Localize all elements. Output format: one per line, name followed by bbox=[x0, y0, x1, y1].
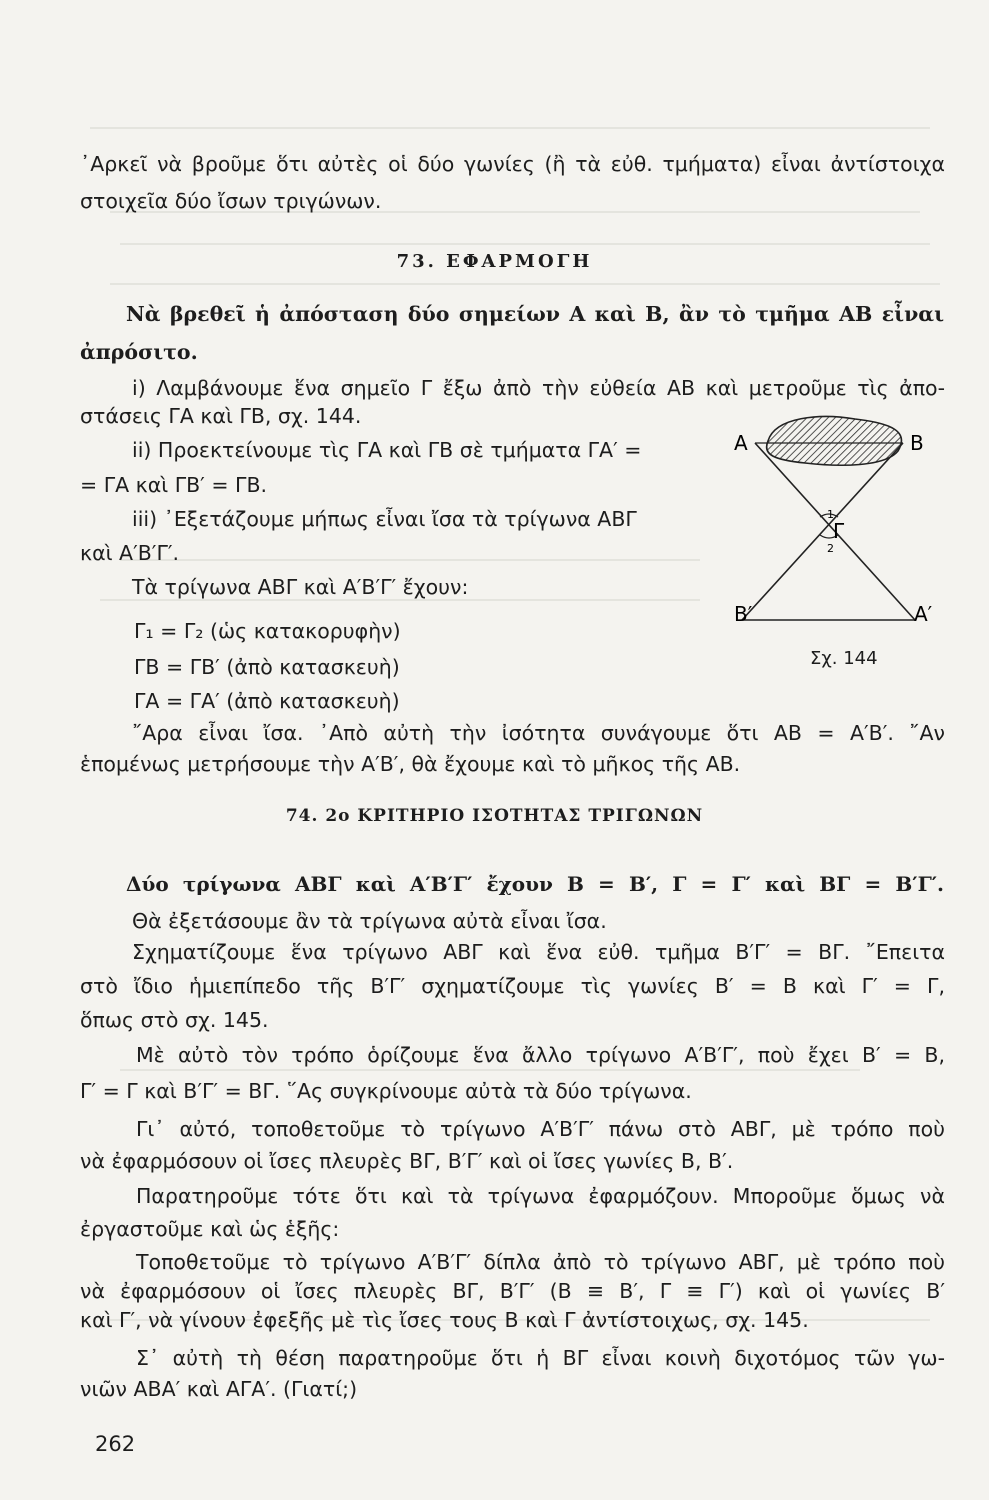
text-line: ἐργαστοῦμε καὶ ὡς ἑξῆς: bbox=[80, 1217, 340, 1241]
text-line: ὅπως στὸ σχ. 145. bbox=[80, 1008, 269, 1032]
step-3: iii) ᾿Εξετάζουμε μήπως εἶναι ἴσα τὰ τρίγωνα ΑΒΓ bbox=[132, 507, 637, 531]
text-line: Σχηματίζουμε ἕνα τρίγωνο ΑΒΓ καὶ ἕνα εὐθ. τμῆμα Β′Γ′ = ΒΓ. ῎Επειτα bbox=[132, 940, 945, 964]
label-Ap: Α′ bbox=[914, 602, 933, 626]
section-heading-73: 73. ΕΦΑΡΜΟΓΗ bbox=[396, 251, 593, 272]
text-line: νιῶν ΑΒΑ′ καὶ ΑΓΑ′. (Γιατί;) bbox=[80, 1377, 358, 1401]
figure-144 bbox=[720, 405, 945, 675]
label-angle-1: 1 bbox=[827, 508, 834, 521]
section-heading-74: 74. 2ο ΚΡΙΤΗΡΙΟ ΙΣΟΤΗΤΑΣ ΤΡΙΓΩΝΩΝ bbox=[285, 806, 704, 826]
text-line: ᾿Αρκεῖ νὰ βροῦμε ὅτι αὐτὲς οἱ δύο γωνίες (ἢ τὰ εὐθ. τμήματα) εἶναι ἀντίστοιχα bbox=[80, 152, 945, 176]
step-3-cont: καὶ Α′Β′Γ′. bbox=[80, 541, 180, 565]
text-line: στὸ ἴδιο ἡμιεπίπεδο τῆς Β′Γ′ σχηματίζουμε τὶς γωνίες Β′ = Β καὶ Γ′ = Γ, bbox=[80, 974, 945, 998]
text-line: Τοποθετοῦμε τὸ τρίγωνο Α′Β′Γ′ δίπλα ἀπὸ τὸ τρίγωνο ΑΒΓ, μὲ τρόπο ποὺ bbox=[136, 1250, 945, 1274]
figure-caption: Σχ. 144 bbox=[810, 648, 878, 669]
text-line: καὶ Γ′, νὰ γίνουν ἐφεξῆς μὲ τὶς ἴσες τους Β καὶ Γ ἀντίστοιχως, σχ. 145. bbox=[80, 1308, 809, 1332]
case-angle: Γ₁ = Γ₂ (ὡς κατακορυφὴν) bbox=[134, 619, 401, 643]
label-angle-2: 2 bbox=[827, 542, 834, 555]
line-B-Bp bbox=[742, 443, 903, 620]
text-line: Θὰ ἐξετάσουμε ἂν τὰ τρίγωνα αὐτὰ εἶναι ἴσα. bbox=[132, 909, 607, 933]
label-B: Β bbox=[910, 431, 924, 455]
label-A: Α bbox=[734, 431, 748, 455]
text-line: νὰ ἐφαρμόσουν οἱ ἴσες πλευρὲς ΒΓ, Β′Γ′ καὶ οἱ ἴσες γωνίες Β, Β′. bbox=[80, 1149, 734, 1173]
text-line: Γ′ = Γ καὶ Β′Γ′ = ΒΓ. ῞Ας συγκρίνουμε αὐτὰ τὰ δύο τρίγωνα. bbox=[80, 1079, 692, 1103]
case-side-a: ΓΑ = ΓΑ′ (ἀπὸ κατασκευὴ) bbox=[134, 689, 400, 713]
text-line: Γι᾿ αὐτό, τοποθετοῦμε τὸ τρίγωνο Α′Β′Γ′ πάνω στὸ ΑΒΓ, μὲ τρόπο ποὺ bbox=[136, 1117, 945, 1141]
theorem-statement: Δύο τρίγωνα ΑΒΓ καὶ Α′Β′Γ′ ἔχουν Β = Β′, Γ = Γ′ καὶ ΒΓ = Β′Γ′. bbox=[126, 872, 944, 896]
step-1-cont: στάσεις ΓΑ καὶ ΓΒ, σχ. 144. bbox=[80, 404, 362, 428]
problem-statement: Νὰ βρεθεῖ ἡ ἀπόσταση δύο σημείων Α καὶ Β, ἂν τὸ τμῆμα ΑΒ εἶναι bbox=[126, 302, 944, 326]
conclusion-line-cont: ἑπομένως μετρήσουμε τὴν Α′Β′, θὰ ἔχουμε καὶ τὸ μῆκος τῆς ΑΒ. bbox=[80, 752, 741, 776]
step-2-cont: = ΓΑ καὶ ΓΒ′ = ΓΒ. bbox=[80, 473, 268, 497]
obstacle-region bbox=[767, 417, 902, 466]
page-number: 262 bbox=[95, 1432, 136, 1456]
problem-statement-cont: ἀπρόσιτο. bbox=[80, 340, 198, 364]
step-1: i) Λαμβάνουμε ἕνα σημεῖο Γ ἔξω ἀπὸ τὴν εὐθεία ΑΒ καὶ μετροῦμε τὶς ἀπο- bbox=[132, 376, 945, 400]
comparison-intro: Τὰ τρίγωνα ΑΒΓ καὶ Α′Β′Γ′ ἔχουν: bbox=[132, 575, 469, 599]
text-line: στοιχεῖα δύο ἴσων τριγώνων. bbox=[80, 189, 382, 213]
text-line: Παρατηροῦμε τότε ὅτι καὶ τὰ τρίγωνα ἐφαρμόζουν. Μποροῦμε ὅμως νὰ bbox=[136, 1184, 945, 1208]
conclusion-line: ῎Αρα εἶναι ἴσα. ᾿Απὸ αὐτὴ τὴν ἰσότητα συνάγουμε ὅτι ΑΒ = Α′Β′. ῎Αν bbox=[132, 721, 945, 745]
label-Bp: Β′ bbox=[734, 602, 753, 626]
step-2: ii) Προεκτείνουμε τὶς ΓΑ καὶ ΓΒ σὲ τμήματα ΓΑ′ = bbox=[132, 438, 642, 462]
text-line: νὰ ἐφαρμόσουν οἱ ἴσες πλευρὲς ΒΓ, Β′Γ′ (Β ≡ Β′, Γ ≡ Γ′) καὶ οἱ γωνίες Β′ bbox=[80, 1279, 945, 1303]
text-line: Σ᾿ αὐτὴ τὴ θέση παρατηροῦμε ὅτι ἡ ΒΓ εἶναι κοινὴ διχοτόμος τῶν γω- bbox=[136, 1346, 945, 1370]
label-G: Γ bbox=[833, 519, 845, 543]
text-line: Μὲ αὐτὸ τὸν τρόπο ὁρίζουμε ἕνα ἄλλο τρίγωνο Α′Β′Γ′, ποὺ ἔχει Β′ = Β, bbox=[136, 1043, 945, 1067]
case-side-b: ΓΒ = ΓΒ′ (ἀπὸ κατασκευὴ) bbox=[134, 655, 400, 679]
